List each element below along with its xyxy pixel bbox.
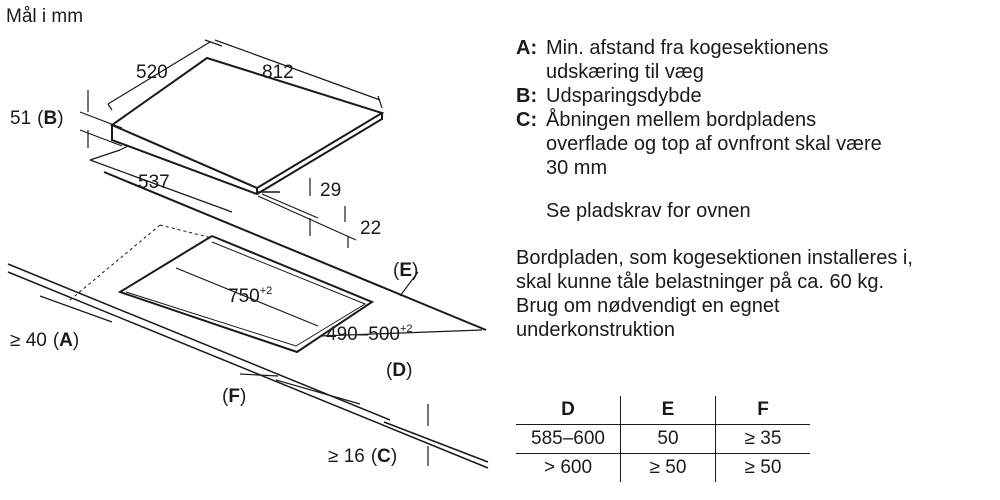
svg-text:≥ 40(A): ≥ 40 (A) [10,330,80,351]
label-d [386,360,412,381]
dim-cutout-width [228,285,272,307]
legend [516,36,996,180]
svg-text:750+2: $750^{+2}$ [228,285,273,307]
svg-text:(D): (D) [386,360,413,381]
label-thickness-b [10,108,64,129]
dim-cutout-depth [326,323,413,345]
table-header-row [516,396,810,425]
table-cell: ≥ 50 [716,454,811,483]
legend-text: Min. afstand fra kogesektionens [546,37,829,59]
label-min-16-c [328,446,397,467]
table-row [516,454,810,483]
svg-text:(E): (E) [393,260,419,281]
load-paragraph: Bordpladen, som kogesektionen installeres i, skal kunne tåle belastninger på ca. 60 kg. Brug om nødvendigt en egnet underkonstruktion [516,247,913,341]
oven-note: Se pladskrav for ovnen [546,200,751,222]
table-cell: ≥ 35 [716,425,811,454]
legend-item-a [516,36,996,84]
legend-text: Udsparingsdybde [546,85,702,107]
table-cell: 585–600 [516,425,621,454]
table-row [516,425,810,454]
dim-537: 537 [138,172,170,193]
table-cell: > 600 [516,454,621,483]
legend-key: C: [516,109,538,131]
legend-text: 30 mm [546,157,608,179]
legend-key: A: [516,37,538,59]
dim-29: 29 [320,180,342,201]
label-e [393,260,418,281]
table-cell: 50 [621,425,716,454]
table-header: D [561,399,575,420]
label-min-40-a [10,330,79,351]
legend-item-c [516,108,996,180]
label-f [222,386,246,407]
dim-hob-width: 812 [262,62,294,83]
legend-text: overflade og top af ovnfront skal være [546,133,882,155]
table-cell: ≥ 50 [621,454,716,483]
units-note: Mål i mm [6,6,84,27]
legend-text: Åbningen mellem bordpladens [546,109,817,131]
dim-hob-depth: 520 [136,62,168,83]
table-header: F [716,396,811,425]
svg-text:≥ 16(C): ≥ 16 (C) [328,446,398,467]
legend-key: B: [516,85,538,107]
svg-text:51(B): 51 (B) [10,108,64,129]
svg-text:(F): (F) [222,386,247,407]
legend-item-b [516,84,996,108]
svg-text:490–500+2: $490-500^{+2}$ [326,323,413,345]
dimension-table [516,396,810,482]
table-header: E [621,396,716,425]
dim-22: 22 [360,218,382,239]
legend-text: udskæring til væg [546,61,704,83]
